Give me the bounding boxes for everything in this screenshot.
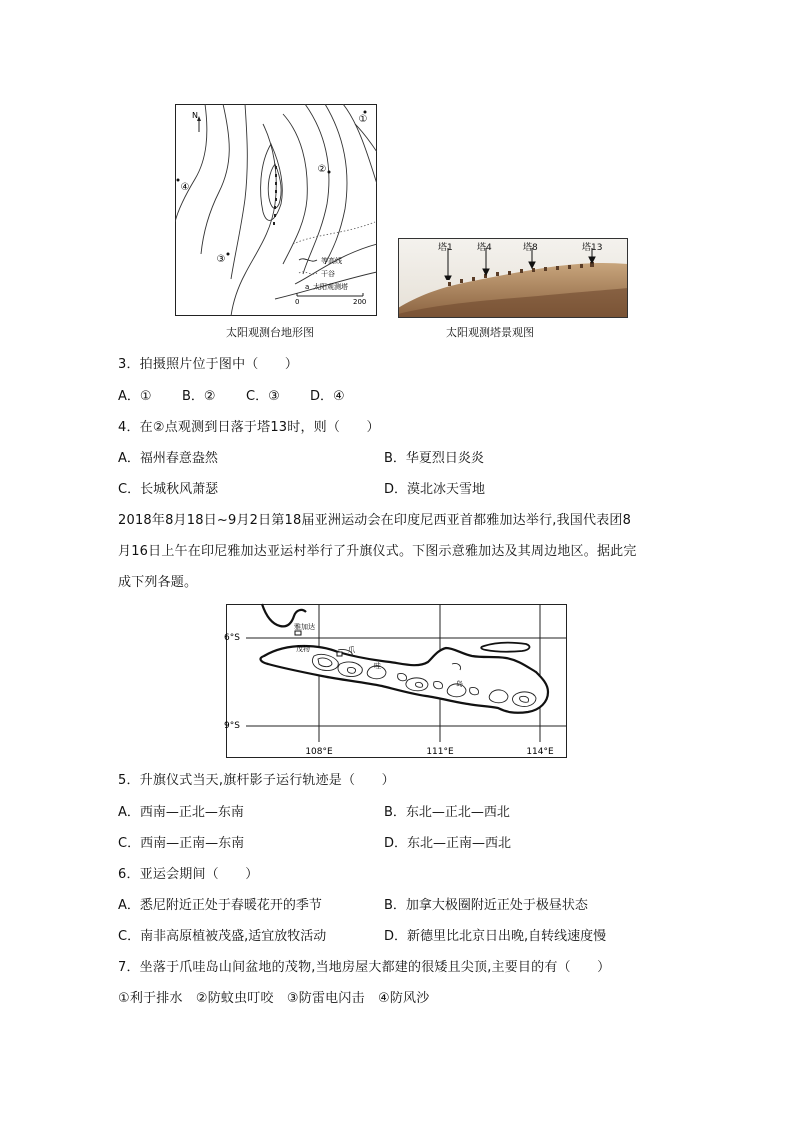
q5-option-b: B．东北—正北—西北: [384, 805, 510, 820]
marker-1: ①: [358, 114, 368, 125]
q7-choices: ①利于排水 ②防蚊虫叮咬 ③防雷电闪击 ④防风沙: [118, 991, 430, 1006]
label-114e: 114°E: [526, 747, 554, 757]
label-wa: 哇: [374, 662, 381, 670]
north-label: N: [192, 111, 198, 120]
tower-label-8: 塔8: [523, 243, 538, 253]
jakarta-marker: [295, 631, 301, 635]
q3-option-d: D．④: [310, 389, 345, 404]
label-108e: 108°E: [305, 747, 333, 757]
label-9s: 9°S: [224, 721, 240, 731]
passage-line-1: 2018年8月18日~9月2日第18届亚洲运动会在印度尼西亚首都雅加达举行,我国代表团8: [118, 513, 632, 528]
legend-contour: 等高线: [321, 257, 342, 265]
q4-option-a: A．福州春意盎然: [118, 451, 218, 466]
legend-tower-symbol: a: [305, 283, 310, 291]
scale-start: 0: [295, 298, 300, 306]
java-map: [222, 602, 572, 762]
label-jakarta: 雅加达: [294, 623, 315, 631]
q3-stem: 3．拍摄照片位于图中（ ）: [118, 357, 299, 372]
q6-option-b: B．加拿大极圈附近正处于极昼状态: [384, 898, 588, 913]
q6-stem: 6．亚运会期间（ ）: [118, 867, 259, 882]
q3-option-a: A．①: [118, 389, 152, 404]
marker-3: ③: [216, 254, 226, 265]
label-111e: 111°E: [426, 747, 454, 757]
q3-option-b: B．②: [182, 389, 216, 404]
tower-label-4: 塔4: [477, 243, 492, 253]
q5-option-a: A．西南—正北—东南: [118, 805, 244, 820]
passage-line-3: 成下列各题。: [118, 575, 198, 590]
label-dao: 岛: [456, 680, 463, 688]
q6-option-c: C．南非高原植被茂盛,适宜放牧活动: [118, 929, 327, 944]
tower-label-13: 塔13: [582, 243, 603, 253]
passage-line-2: 月16日上午在印尼雅加达亚运村举行了升旗仪式。下图示意雅加达及其周边地区。据此完: [118, 544, 637, 559]
tower-label-1: 塔1: [438, 243, 453, 253]
legend-dry-valley: 干谷: [321, 270, 335, 278]
scale-end: 200: [353, 298, 367, 306]
q5-option-c: C．西南—正南—东南: [118, 836, 245, 851]
q7-stem: 7．坐落于爪哇岛山间盆地的茂物,当地房屋大都建的很矮且尖顶,主要目的有（ ）: [118, 960, 611, 975]
q4-option-b: B．华夏烈日炎炎: [384, 451, 484, 466]
marker-4: ④: [180, 182, 190, 193]
figure2-caption: 太阳观测塔景观图: [446, 326, 534, 339]
topographic-map: [175, 104, 377, 316]
q5-stem: 5．升旗仪式当天,旗杆影子运行轨迹是（ ）: [118, 773, 395, 788]
legend-tower: 太阳观测塔: [313, 283, 348, 291]
q4-option-c: C．长城秋风萧瑟: [118, 482, 219, 497]
q4-stem: 4．在②点观测到日落于塔13时，则（ ）: [118, 420, 380, 435]
marker-2: ②: [317, 164, 327, 175]
q5-option-d: D．东北—正南—西北: [384, 836, 512, 851]
label-6s: 6°S: [224, 633, 240, 643]
label-bogor: 茂物: [296, 645, 310, 653]
label-island: 爪: [348, 646, 355, 654]
figure1-caption: 太阳观测台地形图: [226, 326, 314, 339]
q6-option-d: D．新德里比北京日出晚,自转线速度慢: [384, 929, 607, 944]
q6-option-a: A．悉尼附近正处于春暖花开的季节: [118, 898, 322, 913]
q4-option-d: D．漠北冰天雪地: [384, 482, 486, 497]
bogor-marker: [337, 652, 342, 656]
q3-option-c: C．③: [246, 389, 280, 404]
